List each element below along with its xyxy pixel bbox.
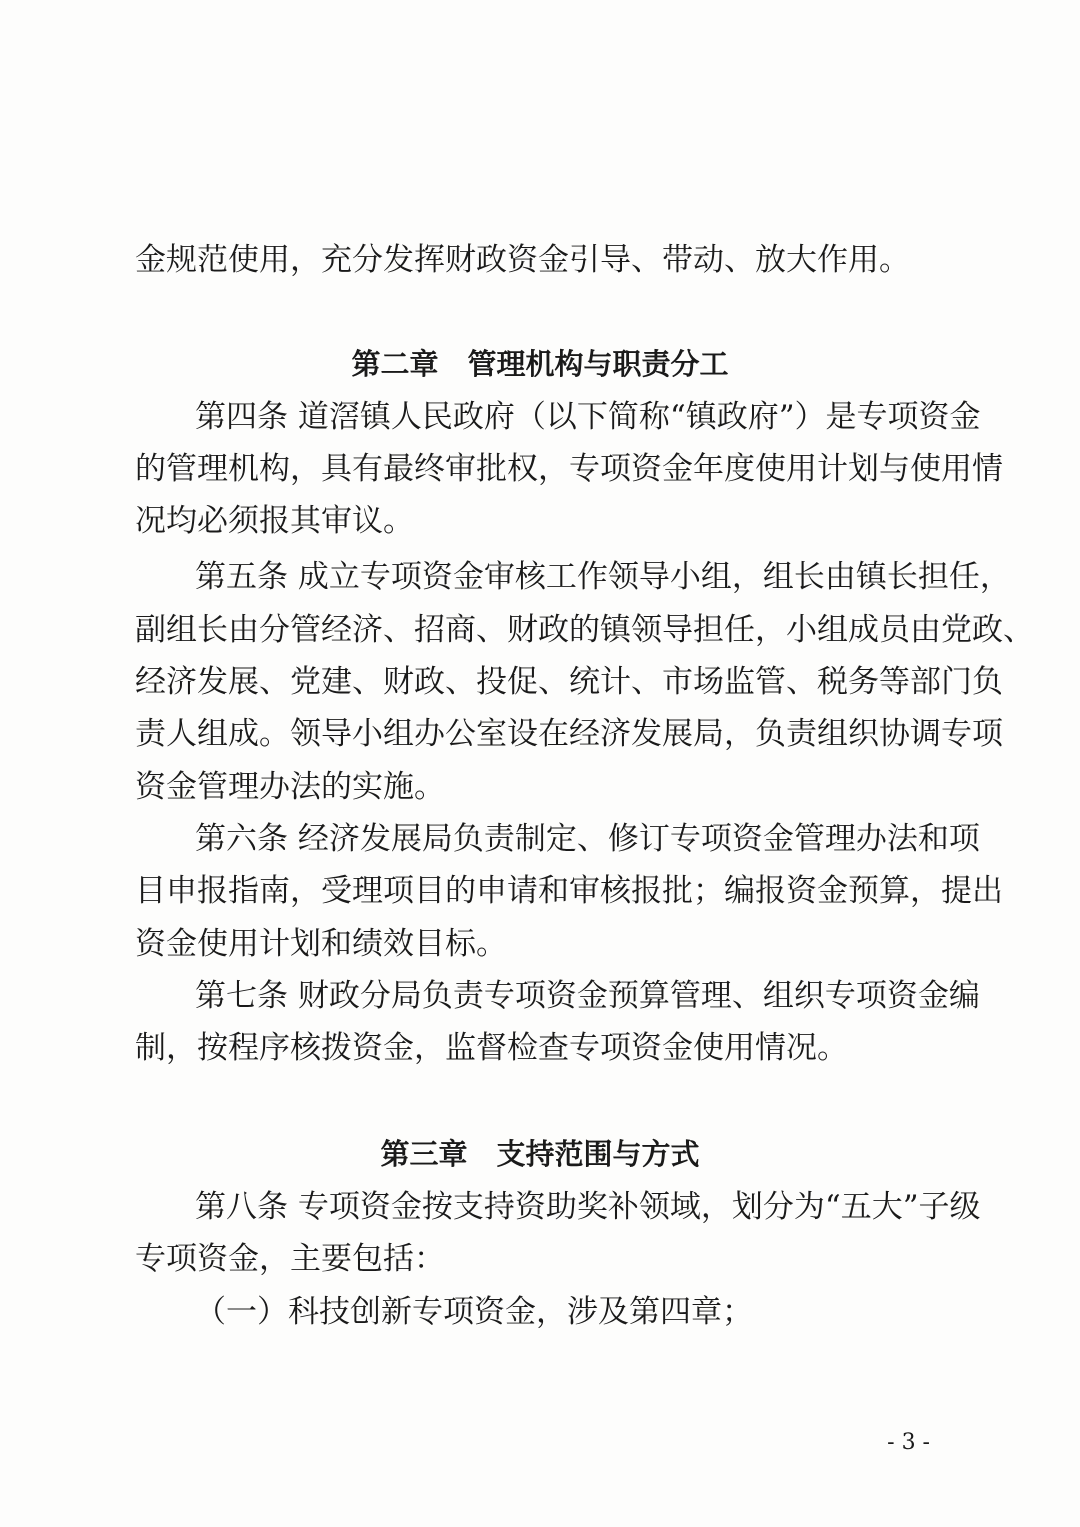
paragraph-line: 况均必须报其审议。 xyxy=(135,503,414,539)
paragraph-line: 资金使用计划和绩效目标。 xyxy=(135,926,507,962)
paragraph-line: 资金管理办法的实施。 xyxy=(135,769,445,805)
chapter-heading: 第二章 管理机构与职责分工 xyxy=(351,347,729,381)
paragraph-line: 制，按程序核拨资金，监督检查专项资金使用情况。 xyxy=(135,1030,848,1066)
paragraph-line: 的管理机构，具有最终审批权，专项资金年度使用计划与使用情 xyxy=(135,451,1003,487)
paragraph-line: 第七条 财政分局负责专项资金预算管理、组织专项资金编 xyxy=(195,978,980,1014)
paragraph-line: （一）科技创新专项资金，涉及第四章； xyxy=(195,1294,753,1330)
paragraph-line: 经济发展、党建、财政、投促、统计、市场监管、税务等部门负 xyxy=(135,664,1003,700)
paragraph-line: 第八条 专项资金按支持资助奖补领域，划分为“五大”子级 xyxy=(195,1189,981,1225)
paragraph-line: 第四条 道滘镇人民政府（以下简称“镇政府”）是专项资金 xyxy=(195,399,981,435)
paragraph-line: 金规范使用，充分发挥财政资金引导、带动、放大作用。 xyxy=(135,242,910,278)
paragraph-line: 副组长由分管经济、招商、财政的镇领导担任，小组成员由党政、 xyxy=(135,612,1034,648)
paragraph-line: 责人组成。领导小组办公室设在经济发展局，负责组织协调专项 xyxy=(135,716,1003,752)
chapter-heading: 第三章 支持范围与方式 xyxy=(380,1137,700,1171)
paragraph-line: 第五条 成立专项资金审核工作领导小组，组长由镇长担任， xyxy=(195,559,1011,595)
paragraph-line: 专项资金，主要包括： xyxy=(135,1241,445,1277)
paragraph-line: 目申报指南，受理项目的申请和审核报批；编报资金预算，提出 xyxy=(135,873,1003,909)
paragraph-line: 第六条 经济发展局负责制定、修订专项资金管理办法和项 xyxy=(195,821,980,857)
page-number: - 3 - xyxy=(887,1430,930,1455)
